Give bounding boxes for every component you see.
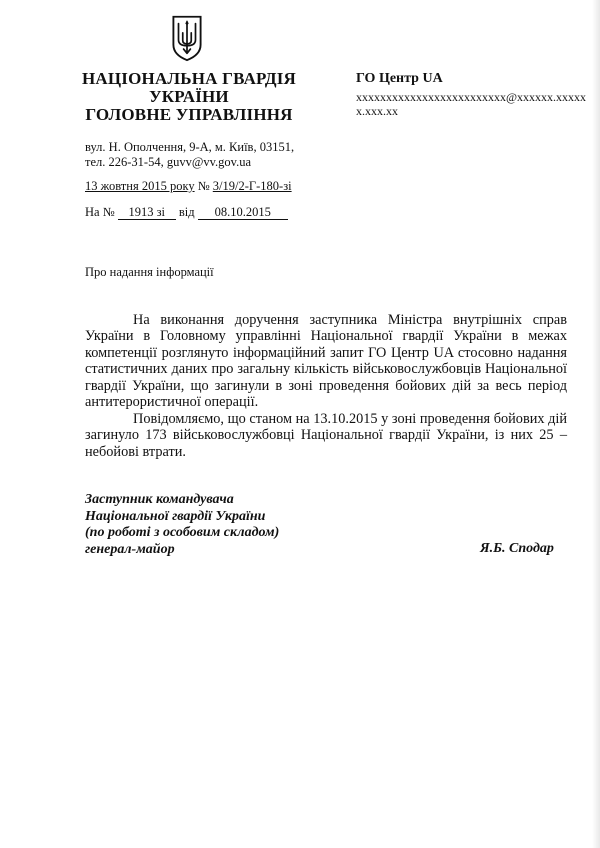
issuing-organization	[60, 70, 318, 124]
signatory-title-line-3: (по роботі з особовим складом)	[85, 525, 280, 540]
address-line-1: вул. Н. Ополчення, 9-А, м. Київ, 03151,	[85, 140, 295, 154]
registration-number-label: №	[197, 179, 210, 193]
org-name-line-3: ГОЛОВНЕ УПРАВЛІННЯ	[85, 105, 293, 124]
reference-number: 1913 зі	[118, 206, 176, 220]
signatory-name: Я.Б. Сподар	[480, 541, 554, 556]
signatory-title-line-2: Національної гвардії України	[85, 508, 266, 524]
incoming-reference	[85, 205, 288, 220]
trident-coat-of-arms-icon	[170, 14, 204, 62]
addressee-email: xxxxxxxxxxxxxxxxxxxxxxxxx@xxxxxx.xxxxxx.xxx.xx	[356, 90, 587, 118]
org-name-line-1: НАЦІОНАЛЬНА ГВАРДІЯ	[81, 69, 297, 88]
registration-number: 3/19/2-Г-180-зі	[212, 179, 292, 193]
body-paragraph-2: Повідомляємо, що станом на 13.10.2015 у зоні проведення бойових дій загинуло 173 військовослужбовці Національної гвардії України, із них 25 – небойові втрати.	[85, 411, 567, 460]
signatory-title-line-1: Заступник командувача	[85, 492, 234, 507]
signatory-title-block	[85, 492, 279, 558]
registration-date: 13 жовтня 2015 року	[85, 179, 195, 193]
addressee-block	[356, 70, 592, 118]
reference-date: 08.10.2015	[198, 206, 288, 220]
reference-date-label: від	[178, 205, 195, 219]
signatory-rank: генерал-майор	[85, 541, 175, 557]
org-name-line-2: УКРАЇНИ	[149, 87, 229, 106]
address-line-2: тел. 226-31-54, guvv@vv.gov.ua	[85, 155, 252, 169]
reference-label: На №	[85, 205, 115, 219]
scan-edge-shadow	[592, 0, 600, 848]
outgoing-registration	[85, 179, 292, 194]
body-paragraph-1: На виконання доручення заступника Міністра внутрішніх справ України в Головному управлінні Національної гвардії України в межах компетенції розглянуто інформаційний запит ГО Центр UA стосовно надання статистичних даних про загальну кількість військовослужбовців Національної гвардії України, що загинули в зоні проведення бойових дій за весь період антитерористичної операції.	[85, 312, 567, 411]
letter-subject: Про надання інформації	[85, 265, 214, 279]
addressee-name: ГО Центр UA	[356, 71, 443, 86]
